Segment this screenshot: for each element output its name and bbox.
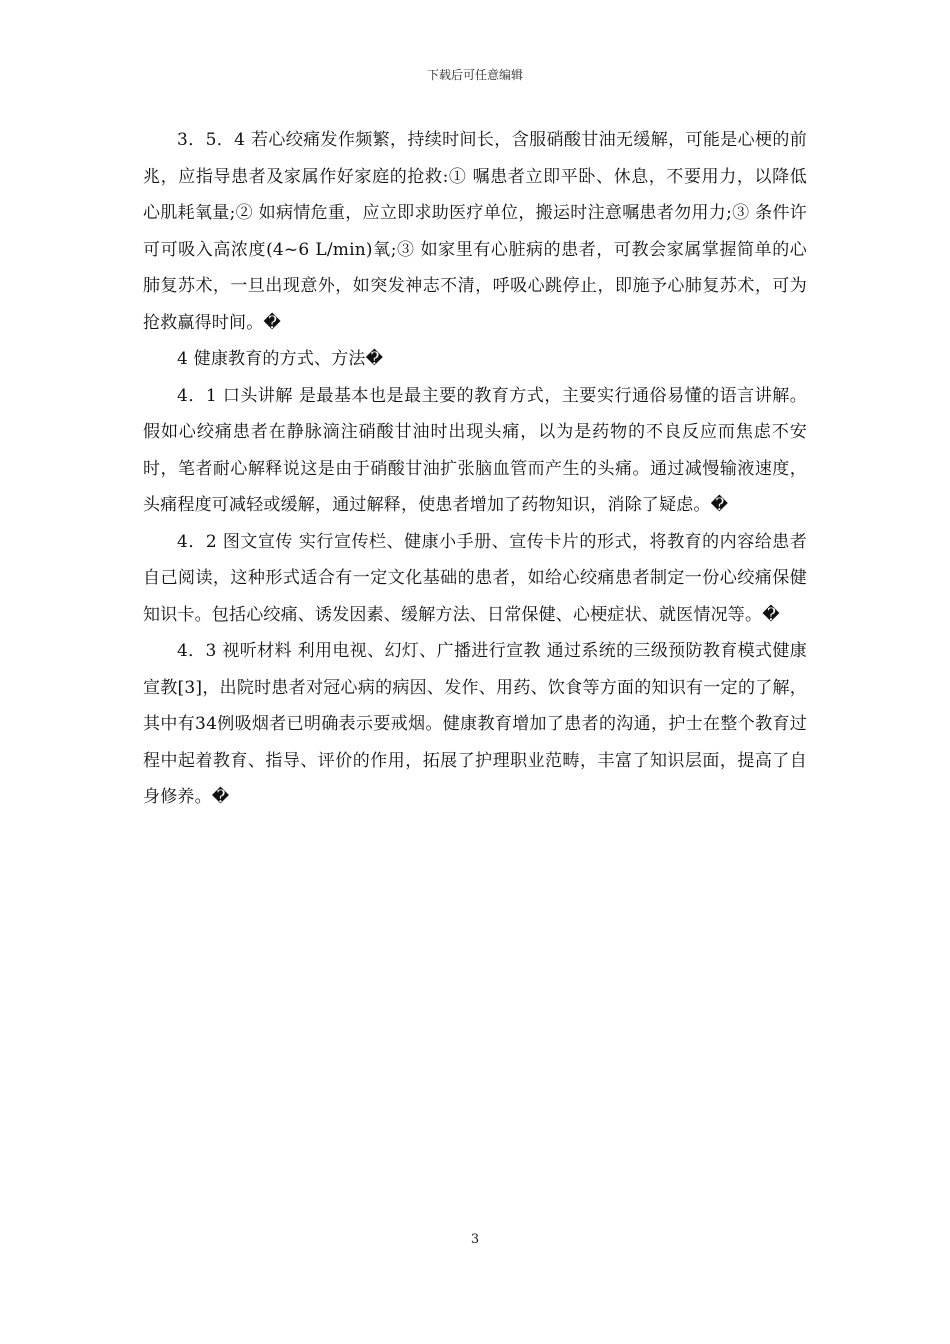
paragraph-4-2: 4．2 图文宣传 实行宣传栏、健康小手册、宣传卡片的形式，将教育的内容给患者自己阅读，这种形式适合有一定文化基础的患者，如给心绞痛患者制定一份心绞痛保健知识卡。包括心绞痛、诱发因素、缓解方法、日常保健、心梗症状、就医情况等。�: [143, 531, 807, 625]
page-number: 3: [470, 1232, 480, 1247]
page-header: 下载后可任意编辑: [426, 68, 523, 82]
paragraph-3-5-4: 3．5．4 若心绞痛发作频繁，持续时间长，含服硝酸甘油无缓解，可能是心梗的前兆，应指导患者及家属作好家庭的抢救:① 嘱患者立即平卧、休息，不要用力，以降低心肌耗氧量;② 如病情危重，应立即求助医疗单位，搬运时注意嘱患者勿用力;③ 条件许可可吸入高浓度(4~6 L/min)氧;③ 如家里有心脏病的患者，可教会家属掌握简单的心肺复苏术，一旦出现意外，如突发神志不清，呼吸心跳停止，即施予心肺复苏术，可为抢救赢得时间。�: [143, 130, 807, 333]
paragraph-4-3: 4．3 视听材料 利用电视、幻灯、广播进行宣教 通过系统的三级预防教育模式健康宣教[3]，出院时患者对冠心病的病因、发作、用药、饮食等方面的知识有一定的了解，其中有34例吸烟者已明确表示要戒烟。健康教育增加了患者的沟通，护士在整个教育过程中起着教育、指导、评价的作用，拓展了护理职业范畴，丰富了知识层面，提高了自身修养。�: [143, 641, 807, 807]
section-heading-4: 4 健康教育的方式、方法�: [177, 349, 384, 369]
document-body: [143, 122, 807, 816]
paragraph-4-1: 4．1 口头讲解 是最基本也是最主要的教育方式，主要实行通俗易懂的语言讲解。假如心绞痛患者在静脉滴注硝酸甘油时出现头痛，以为是药物的不良反应而焦虑不安时，笔者耐心解释说这是由于硝酸甘油扩张脑血管而产生的头痛。通过减慢输液速度，头痛程度可减轻或缓解，通过解释，使患者增加了药物知识，消除了疑虑。�: [143, 385, 807, 515]
